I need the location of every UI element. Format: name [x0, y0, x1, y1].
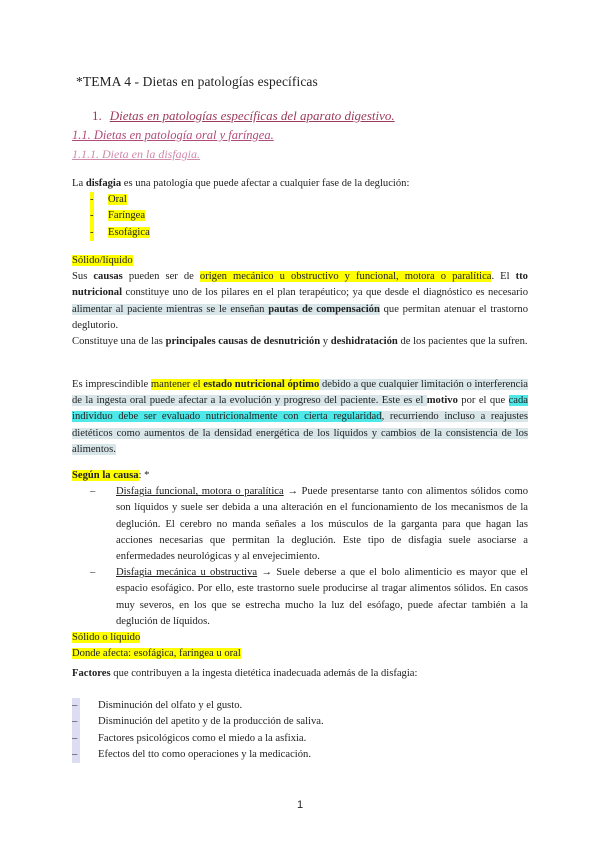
heading-2: 1.1. Dietas en patología oral y faríngea. [72, 128, 274, 142]
causas-section [72, 253, 528, 350]
list-item: - Faríngea [90, 208, 528, 224]
heading-1-text: Dietas en patologías específicas del aparato digestivo. [109, 108, 395, 123]
list-item: – Disminución del apetito y de la producción de saliva. [72, 714, 528, 730]
solid-label-1: Sólido/líquido [72, 255, 133, 266]
intro-paragraph [72, 176, 528, 192]
causas-list [90, 484, 528, 630]
list-item: – Disfagia mecánica u obstructiva → Suele deberse a que el bolo alimenticio es mayor que el espacio esofágico. Por ello, este trastorno suele producirse al tragar alimentos sólidos. En casos muy severos, en los que se estrecha mucho la luz del esófago, puede afectar también a la deglución de líquidos. [90, 567, 528, 627]
list-item: - Esofágica [90, 225, 528, 241]
factores-section [72, 666, 528, 763]
factores-list [72, 698, 528, 763]
imprescindible-paragraph: Es imprescindible mantener el estado nutricional óptimo debido a que cualquier limitación o interferencia de la ingesta oral puede afectar a la evolución y progreso del paciente. Este es el motivo por el que cada individuo debe ser evaluado nutricionalmente con cierta regularidad, recurriendo incluso a reajustes dietéticos como aumentos de la densidad energética de los líquidos y cambios de la consistencia de los alimentos. [72, 379, 528, 455]
phases-list [90, 192, 528, 241]
page-number: 1 [296, 799, 304, 811]
heading-1-number: 1. [92, 108, 102, 123]
constituye-paragraph: Constituye una de las principales causas de desnutrición y deshidratación de los pacientes que la sufren. [72, 336, 528, 348]
list-item: – Disfagia funcional, motora o paralítica → Puede presentarse tanto con alimentos sólidos como son líquidos y suele ser debida a una alteración en el funcionamiento de los mecanismos de la deglución. El cerebro no manda señales a los músculos de la garganta para que hagan las acciones necesarias que permitan la deglución. Este tipo de disfagia suele asociarse a enfermedades neurológicas y al envejecimiento. [90, 486, 528, 563]
intro-pre: La [72, 178, 86, 189]
factores-paragraph: Factores que contribuyen a la ingesta dietética inadecuada además de la disfagia: [72, 668, 418, 679]
segun-label: Según la causa: * [72, 470, 150, 481]
list-item: – Factores psicológicos como el miedo a la asfixia. [72, 731, 528, 747]
intro-post: es una patología que puede afectar a cualquier fase de la deglución: [121, 178, 410, 189]
list-item: – Efectos del tto como operaciones y la medicación. [72, 747, 528, 763]
solid-label-2: Sólido o líquido [72, 632, 141, 644]
page-title: *TEMA 4 - Dietas en patologías específicas [76, 74, 318, 89]
list-item: – Disminución del olfato y el gusto. [72, 698, 528, 714]
segun-section [72, 468, 528, 662]
intro-section [72, 176, 528, 241]
causas-paragraph: Sus causas pueden ser de origen mecánico u obstructivo y funcional, motora o paralítica. El tto nutricional constituye uno de los pilares en el plan terapéutico; ya que desde el diagnóstico es necesario alimentar al paciente mientras se le enseñan pautas de compensación que permitan atenuar el trastorno deglutorio. [72, 271, 529, 331]
donde-afecta: Donde afecta: esofágica, faríngea u oral [72, 648, 241, 660]
heading-1 [92, 108, 395, 124]
heading-3: 1.1.1. Dieta en la disfagia. [72, 147, 200, 161]
intro-bold: disfagia [85, 178, 122, 189]
list-item: - Oral [90, 192, 528, 208]
